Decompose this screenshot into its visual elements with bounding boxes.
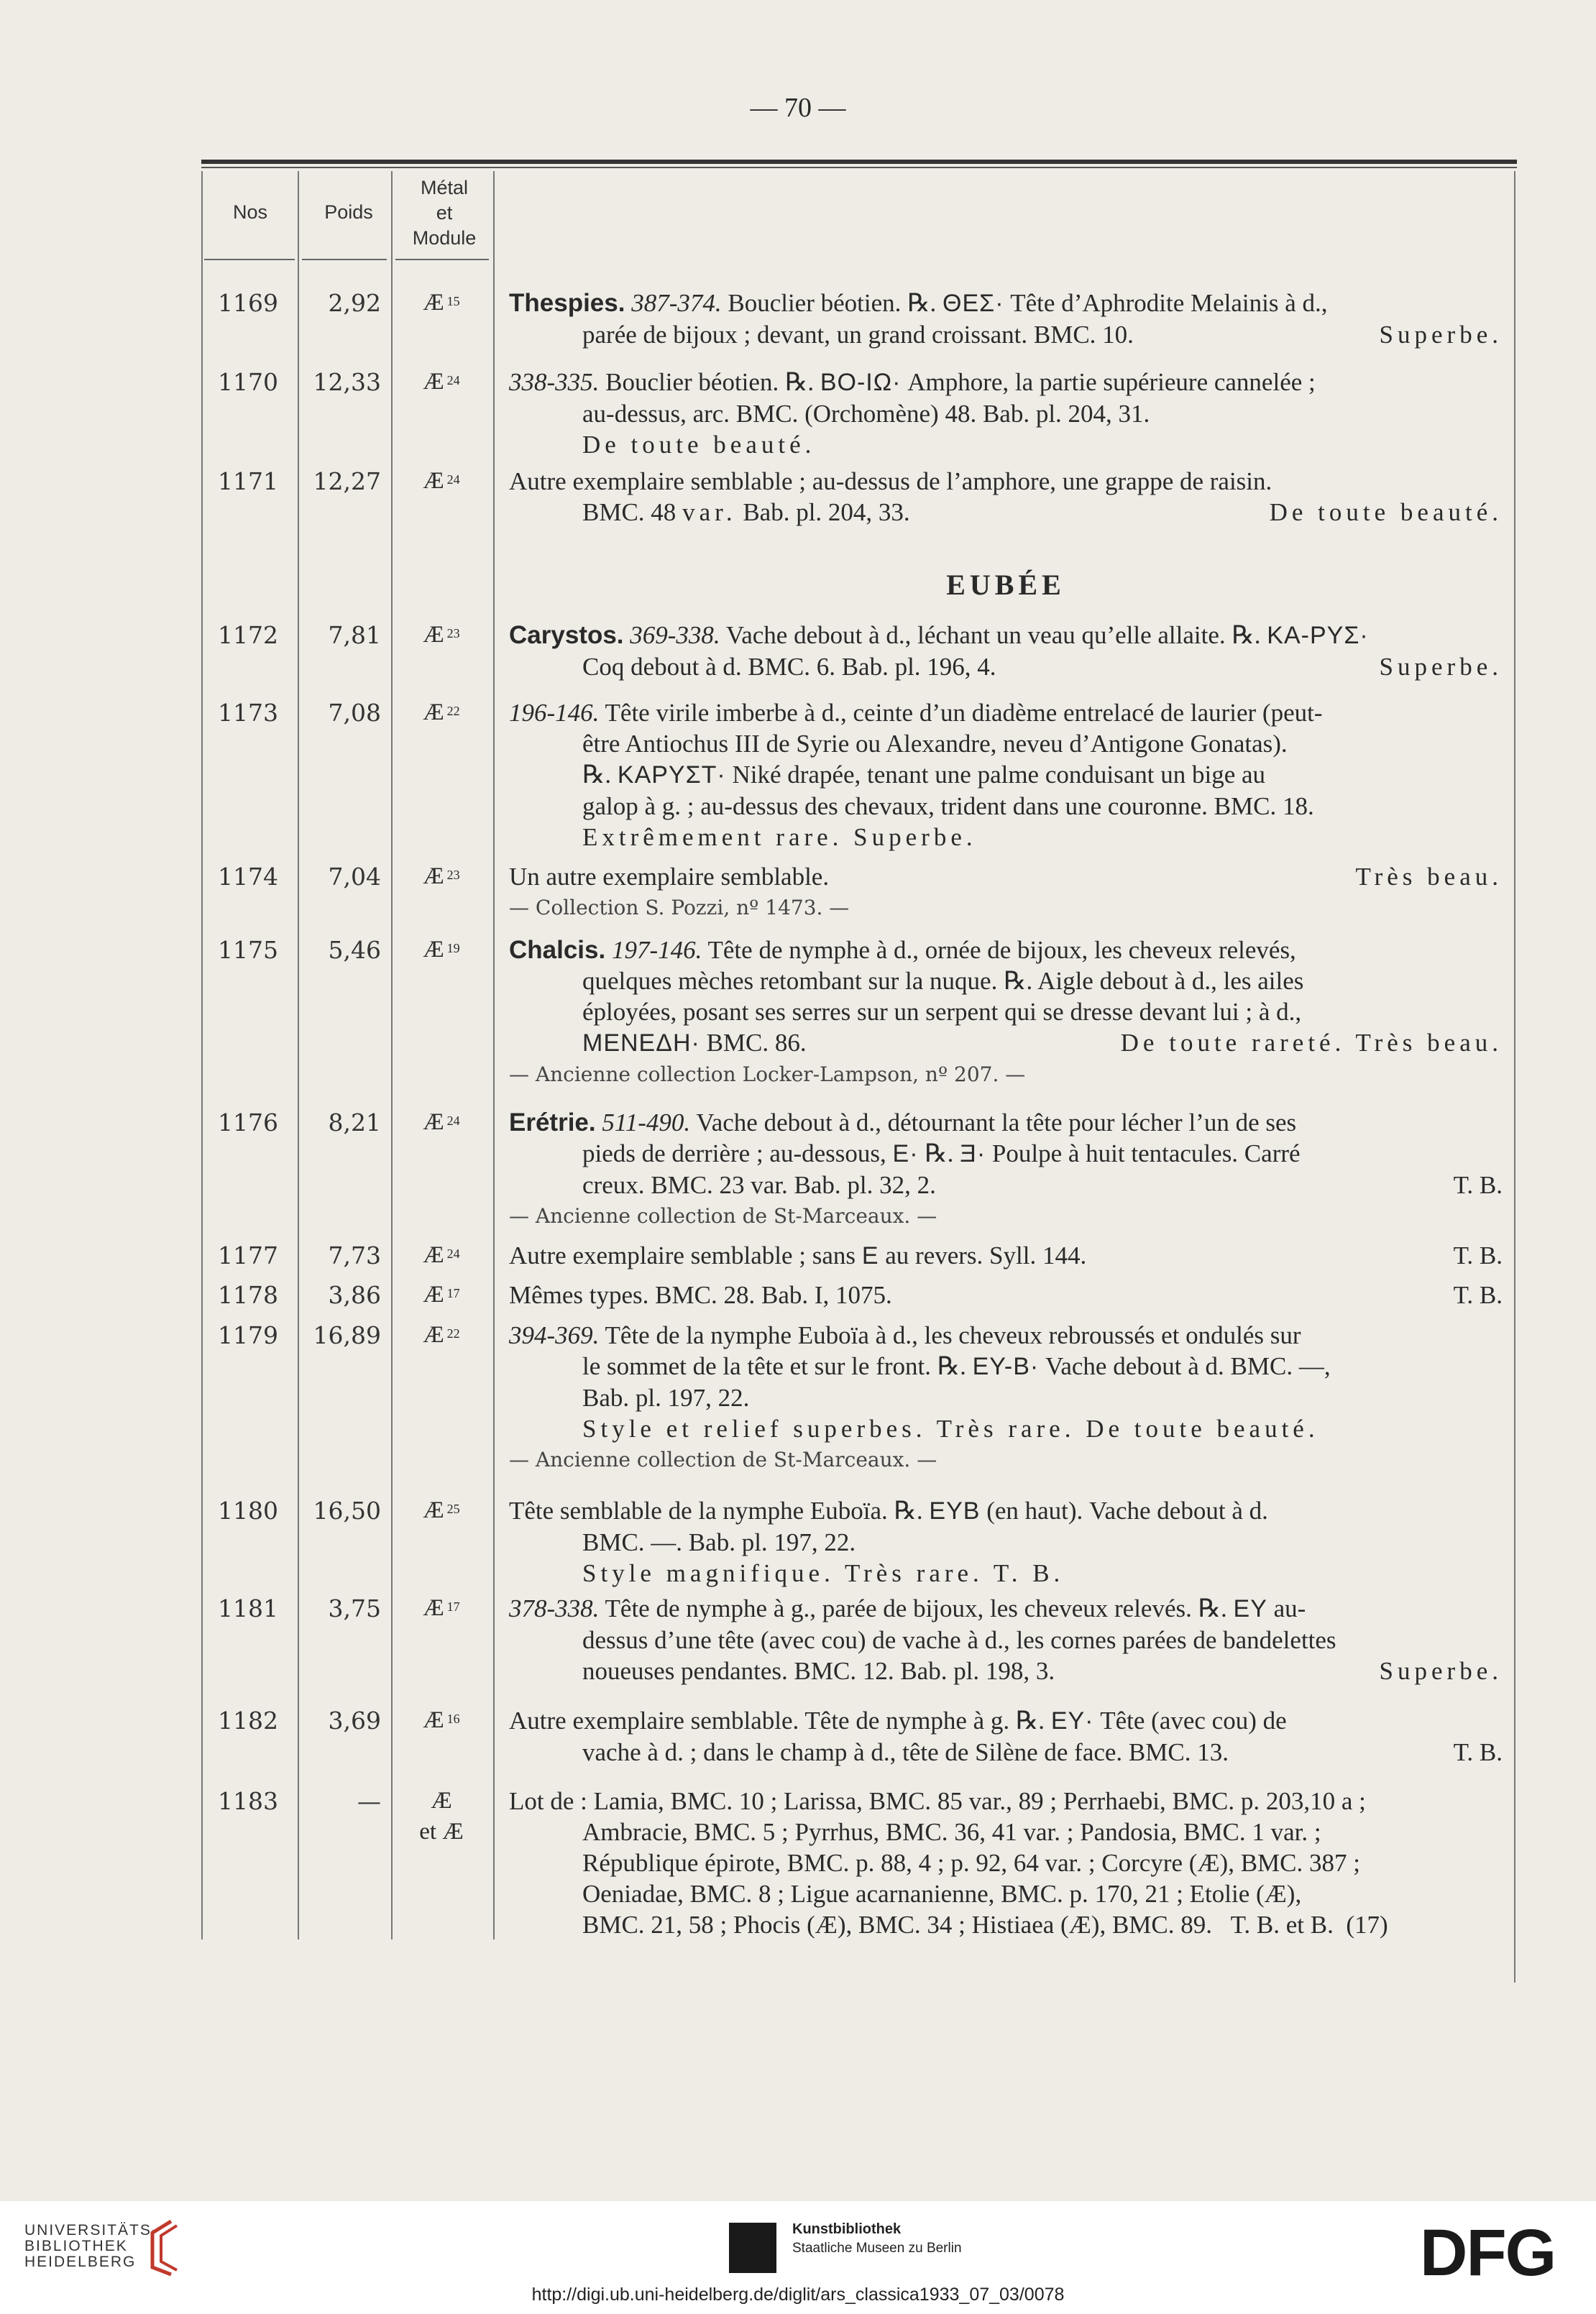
- header-rule: [204, 259, 295, 260]
- section-title: EUBÉE: [946, 569, 1065, 601]
- digitization-footer: [0, 2201, 1596, 2314]
- scanned-page: — 70 — Nos Poids Métal et Module 1169 2,92 Æ $^{15}$ Thespies. 387-374. Bouclier béotien. ℞. ΘΕΣ· Tête d’Aphrodite Melainis à d., parée de bijoux ; devant, un grand croissant. BMC. 10. Superbe. 1170 12,33 Æ $^{24}$ 338-335. Bouclier béotien. ℞. ΒΟ-ΙΩ· Amphore, la partie supérieure cannelée ; au-dessus, arc. BMC. (Orchomène) 48. Bab. pl. 204, 31. De toute beauté. 1171 12,27 Æ $^{24}$ Autre exemplaire semblable ; au-dessus de l’amphore, une grappe de raisin. BMC. 48 var. Bab. pl. 204, 33. De toute beauté. EUBÉE 1172 7,81 Æ $^{23}$ Carystos. 369-338. Vache debout à d., léchant un veau qu’elle allaite. ℞. ΚΑ-ΡΥΣ· Coq debout à d. BMC. 6. Bab. pl. 196, 4. Superbe. 1173 7,08 Æ $^{22}$ 196-146. Tête virile imberbe à d., ceinte d’un diadème entrelacé de laurier (peut- être Antiochus III de Syrie ou Alexandre, neveu d’Antigone Gonatas). ℞. ΚΑΡΥΣΤ· Niké drapée, tenant une palme conduisant un bige au galop à g. ; au-dessus des chevaux, trident dans une couronne. BMC. 18. Extrêmement rare. Superbe. 1174 7,04 Æ $^{23}$ Un autre exemplaire semblable. Très beau. — Collection S. Pozzi, nº 1473. — 1175 5,46 Æ $^{19}$ Chalcis. 197-146. Tête de nymphe à d., ornée de bijoux, les cheveux relevés, quelques mèches retombant sur la nuque. ℞. Aigle debout à d., les ailes éployées, posant ses serres sur un serpent qui se dresse devant lui ; à d., ΜΕΝΕΔΗ· BMC. 86. De toute rareté. Très beau. — Ancienne collection Locker-Lampson, nº 207. — 1176 8,21 Æ $^{24}$ Erétrie. 511-490. Vache debout à d., détournant la tête pour lécher l’un de ses pieds de derrière ; au-dessous, Ε· ℞. Ǝ· Poulpe à huit tentacules. Carré creux. BMC. 23 var. Bab. pl. 32, 2. T. B. — Ancienne collection de St-Marceaux. — 1177 7,73 Æ $^{24}$ Autre exemplaire semblable ; sans Ε au revers. Syll. 144. T. B. 1178 3,86 Æ $^{17}$ Mêmes types. BMC. 28. Bab. I, 1075. T. B. 1179 16,89 Æ $^{22}$ 394-369. Tête de la nymphe Euboïa à d., les cheveux rebroussés et ondulés sur le sommet de la tête et sur le front. ℞. ΕΥ-Β· Vache debout à d. BMC. —, Bab. pl. 197, 22. Style et relief superbes. Très rare. De toute beauté. — Ancienne collection de St-Marceaux. — 1180 16,50 Æ $^{25}$ Tête semblable de la nymphe Euboïa. ℞. ΕΥΒ (en haut). Vache debout à d. BMC. —. Bab. pl. 197, 22. Style magnifique. Très rare. T. B. 1181 3,75 Æ $^{17}$ 378-338. Tête de nymphe à g., parée de bijoux, les cheveux relevés. ℞. ΕΥ au- dessus d’une tête (avec cou) de vache à d., les cornes parées de bandelettes noueuses pendantes. BMC. 12. Bab. pl. 198, 3. Superbe. 1182 3,69 Æ $^{16}$ Autre exemplaire semblable. Tête de nymphe à g. ℞. ΕΥ· Tête (avec cou) de vache à d. ; dans le champ à d., tête de Silène de face. BMC. 13. T. B. 1183 — Æ et Æ Lot de : Lamia, BMC. 10 ; Larissa, BMC. 85 var., 89 ; Perrhaebi, BMC. p. 203,10 a ; Ambracie, BMC. 5 ; Pyrrhus, BMC. 36, 41 var. ; Pandosia, BMC. 1 var. ; République épirote, BMC. p. 88, 4 ; p. 92, 64 var. ; Corcyre (Æ), BMC. 387 ; Oeniadae, BMC. 8 ; Ligue acarnanienne, BMC. p. 170, 21 ; Etolie (Æ), BMC. 21, 58 ; Phocis (Æ), BMC. 34 ; Histiaea (Æ), BMC. 89. T. B. et B. (17): [0, 0, 1596, 2201]
- column-divider: [1514, 171, 1515, 1983]
- page-number: — 70 —: [750, 93, 846, 123]
- dfg-logo: DFG: [1420, 2216, 1556, 2290]
- header-rule: [395, 259, 489, 260]
- kunstbibliothek-logo-icon: [729, 2223, 776, 2273]
- source-url[interactable]: http://digi.ub.uni-heidelberg.de/diglit/ars_classica1933_07_03/0078: [531, 2285, 1065, 2305]
- kunstbibliothek-label: Kunstbibliothek Staatliche Museen zu Berlin: [792, 2221, 962, 2256]
- library-mark-icon: [142, 2217, 187, 2277]
- column-divider: [493, 171, 495, 1939]
- header-rule: [302, 259, 387, 260]
- header-num: Nos: [232, 201, 267, 223]
- column-divider: [391, 171, 393, 1939]
- header-poids: Poids: [324, 201, 373, 223]
- table-top-rule: [201, 160, 1517, 164]
- column-divider: [201, 171, 203, 1939]
- heidelberg-library-logo: UNIVERSITÄTS- BIBLIOTHEK HEIDELBERG: [24, 2222, 158, 2270]
- header-metal: Métal et Module: [412, 177, 477, 249]
- table-top-thin-rule: [201, 167, 1517, 168]
- column-divider: [298, 171, 299, 1939]
